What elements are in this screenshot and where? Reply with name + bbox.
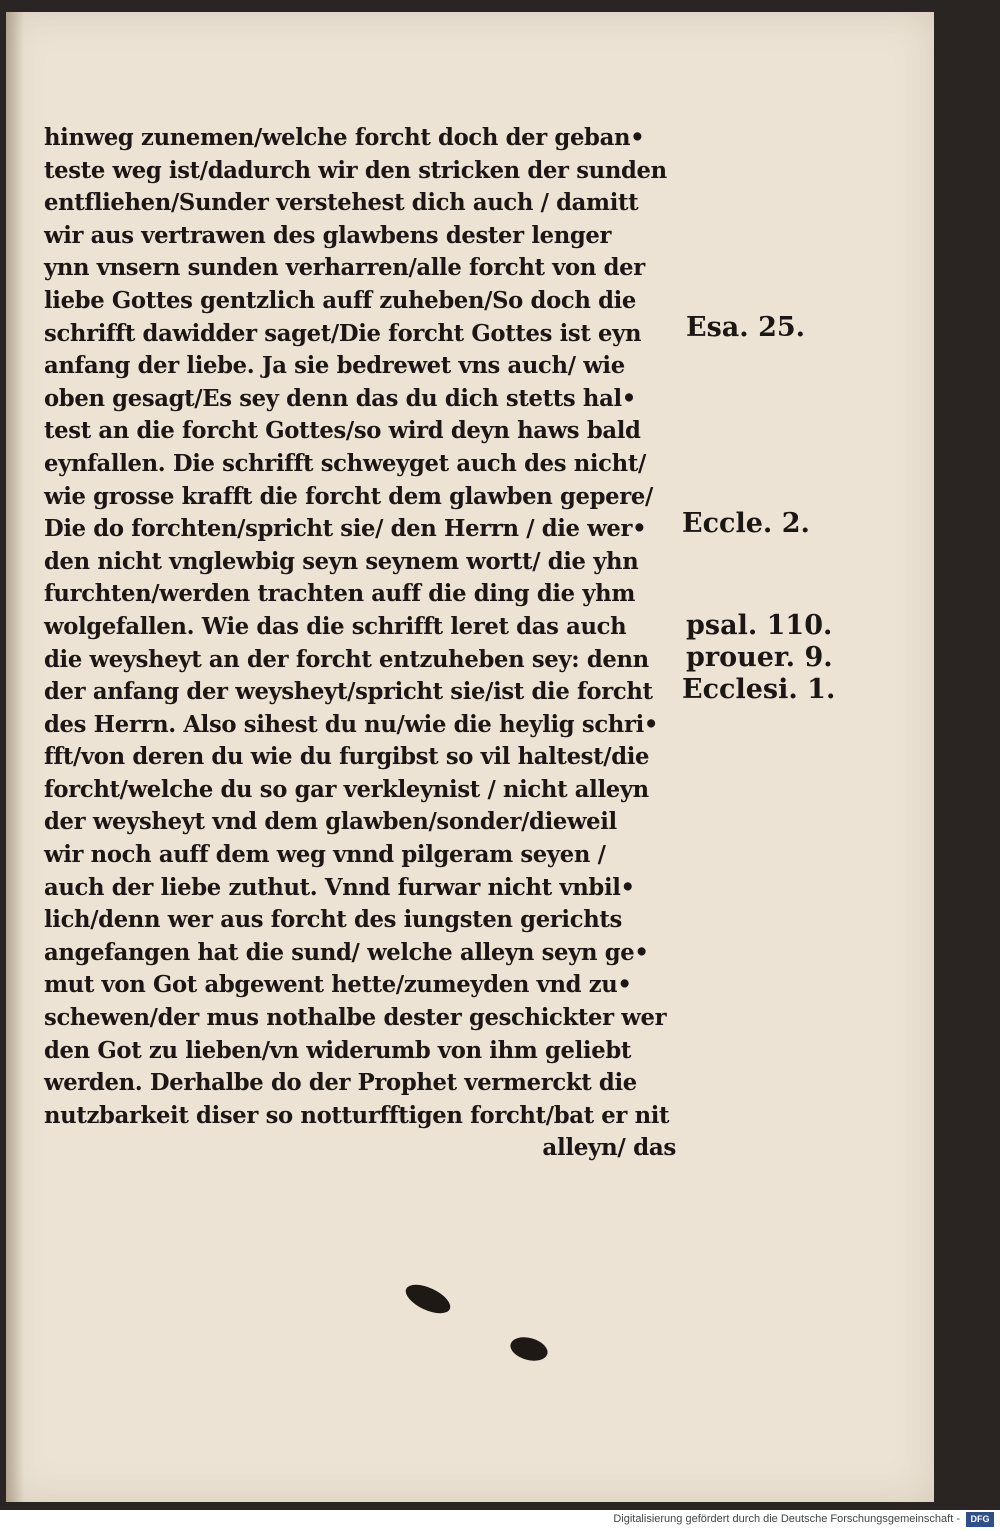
footer-bar [0, 1510, 1000, 1531]
text-line: angefangen hat die sund/ welche alleyn seyn ge• [44, 938, 649, 966]
margin-note-ecclesi: Ecclesi. 1. [682, 674, 836, 705]
ink-blot [508, 1333, 550, 1364]
text-line: wir aus vertrawen des glawbens dester lenger [44, 221, 612, 249]
text-line: entfliehen/Sunder verstehest dich auch / damitt [44, 189, 639, 217]
text-line: liebe Gottes gentzlich auff zuheben/So doch die [44, 286, 637, 314]
text-line: die weysheyt an der forcht entzuheben sey: denn [44, 645, 649, 673]
body-text-block [44, 122, 684, 1165]
text-line: hinweg zunemen/welche forcht doch der geban• [44, 124, 645, 151]
text-line: furchten/werden trachten auff die ding die yhm [44, 580, 636, 608]
book-page [6, 12, 934, 1502]
text-line: mut von Got abgewent hette/zumeyden vnd zu• [44, 971, 632, 999]
text-line: lich/denn wer aus forcht des iungsten gerichts [44, 906, 622, 934]
text-line: schrifft dawidder saget/Die forcht Gottes ist eyn [44, 319, 642, 347]
footer-credit: Digitalisierung gefördert durch die Deutsche Forschungsgemeinschaft - [613, 1513, 960, 1525]
text-line: test an die forcht Gottes/so wird deyn haws bald [44, 417, 641, 445]
catchword: alleyn/ das [542, 1134, 676, 1162]
text-line: auch der liebe zuthut. Vnnd furwar nicht vnbil• [44, 873, 635, 901]
text-line: oben gesagt/Es sey denn das du dich stetts hal• [44, 384, 636, 412]
text-line: teste weg ist/dadurch wir den stricken der sunden [44, 156, 667, 184]
text-line: eynfallen. Die schrifft schweyget auch des nicht/ [44, 449, 646, 477]
text-line: schewen/der mus nothalbe dester geschickter wer [44, 1004, 667, 1032]
dfg-logo: DFG [966, 1512, 994, 1527]
margin-note-prouer: prouer. 9. [686, 642, 833, 673]
ink-blot [402, 1279, 455, 1319]
text-line: wir noch auff dem weg vnnd pilgeram seyen / [44, 841, 606, 869]
text-line: anfang der liebe. Ja sie bedrewet vns auch/ wie [44, 352, 625, 380]
text-line: der anfang der weysheyt/spricht sie/ist die forcht [44, 678, 653, 706]
text-line: des Herrn. Also sihest du nu/wie die heylig schri• [44, 710, 659, 738]
text-line: werden. Derhalbe do der Prophet vermerckt die [44, 1069, 637, 1097]
text-line: Die do forchten/spricht sie/ den Herrn / die wer• [44, 515, 647, 543]
text-line: der weysheyt vnd dem glawben/sonder/dieweil [44, 808, 617, 836]
margin-note-psal: psal. 110. [686, 610, 833, 641]
text-line: ynn vnsern sunden verharren/alle forcht von der [44, 254, 645, 282]
text-line: wie grosse krafft die forcht dem glawben gepere/ [44, 482, 653, 510]
margin-note-eccle: Eccle. 2. [682, 508, 810, 539]
text-line: fft/von deren du wie du furgibst so vil haltest/die [44, 743, 650, 771]
text-line: wolgefallen. Wie das die schrifft leret das auch [44, 612, 627, 640]
text-line: den nicht vnglewbig seyn seynem wortt/ die yhn [44, 547, 639, 575]
margin-note-esa: Esa. 25. [686, 312, 806, 343]
text-line: den Got zu lieben/vn widerumb von ihm geliebt [44, 1036, 632, 1064]
text-line: nutzbarkeit diser so notturfftigen forcht/bat er nit [44, 1101, 670, 1129]
text-line: forcht/welche du so gar verkleynist / nicht alleyn [44, 775, 649, 803]
